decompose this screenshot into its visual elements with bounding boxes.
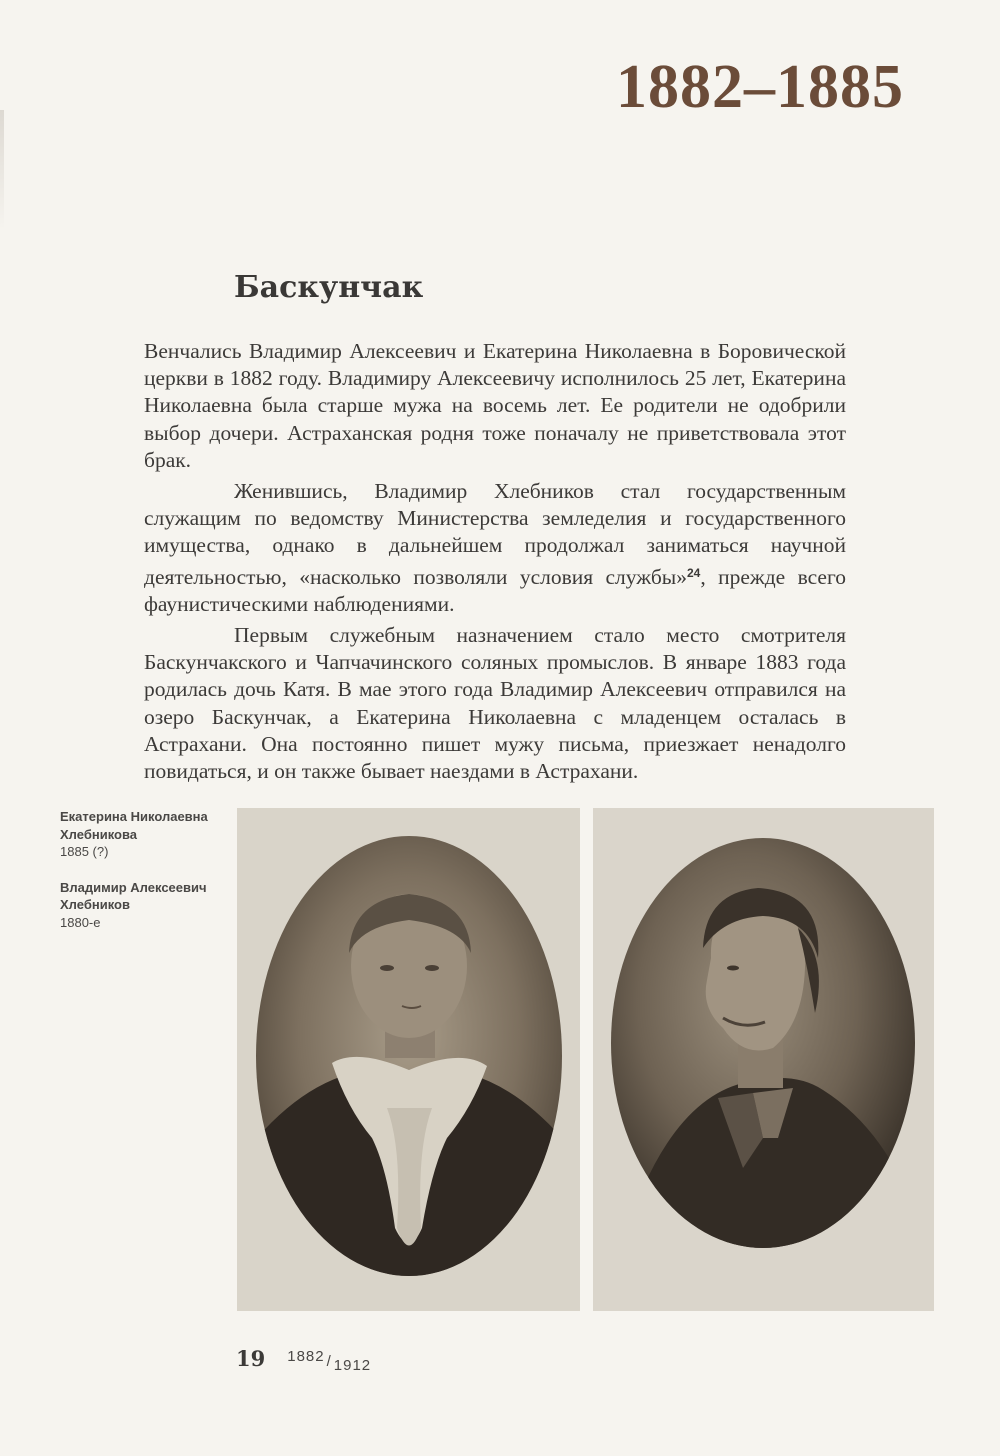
book-year-end: 1912 — [333, 1357, 372, 1374]
caption-2-date: 1880-е — [60, 914, 101, 930]
section-title: Баскунчак — [234, 270, 424, 305]
page-edge-shadow — [0, 110, 4, 230]
caption-1-date: 1885 (?) — [60, 844, 109, 859]
portrait-photo-vladimir — [593, 808, 934, 1311]
caption-1-name: Екатерина Николаевна Хлебникова — [60, 809, 208, 842]
paragraph-2 — [144, 478, 846, 618]
portrait-vladimir-image — [593, 808, 934, 1311]
caption-2 — [60, 879, 220, 932]
portrait-photo-ekaterina — [237, 808, 580, 1311]
caption-1 — [60, 808, 220, 861]
photo-captions — [60, 808, 220, 931]
article-body — [144, 338, 846, 785]
paragraph-1: Венчались Владимир Алексеевич и Екатерина Николаевна в Боровической церкви в 1882 году. Владимиру Алексеевичу исполнилось 25 лет, Екатерина Николаевна была старше мужа на восемь лет. Ее родители не одобрили выбор дочери. Астраханская родня тоже поначалу не приветствовала этот брак. — [144, 339, 846, 472]
paragraph-2-text: Женившись, Владимир Хлебников стал государственным служащим по ведомству Министерства земледелия и государственного имущества, однако в дальнейшем продолжал заниматься научной деятельностью, «насколько позволяли условия службы» — [144, 479, 846, 589]
paragraph-2-text-end: , прежде всего фаунистическими наблюдениями. — [144, 564, 846, 616]
paragraph-3: Первым служебным назначением стало место смотрителя Баскунчакского и Чапчачинского соляных промыслов. В январе 1883 года родилась дочь Катя. В мае этого года Владимир Алексеевич отправился на озеро Баскунчак, а Екатерина Николаевна с младенцем осталась в Астрахани. Она постоянно пишет мужу письма, приезжает ненадолго повидаться, и он также бывает наездами в Астрахани. — [144, 623, 846, 784]
book-year-range — [287, 1348, 372, 1374]
chapter-year-range: 1882–1885 — [616, 53, 904, 121]
page-footer — [236, 1346, 372, 1374]
year-separator: / — [326, 1353, 332, 1370]
page-number: 19 — [236, 1346, 266, 1371]
caption-2-name: Владимир Алексеевич Хлебников — [60, 879, 207, 912]
portrait-ekaterina-image — [237, 808, 580, 1311]
footnote-reference[interactable]: 24 — [686, 565, 701, 580]
book-year-start: 1882 — [287, 1348, 325, 1365]
